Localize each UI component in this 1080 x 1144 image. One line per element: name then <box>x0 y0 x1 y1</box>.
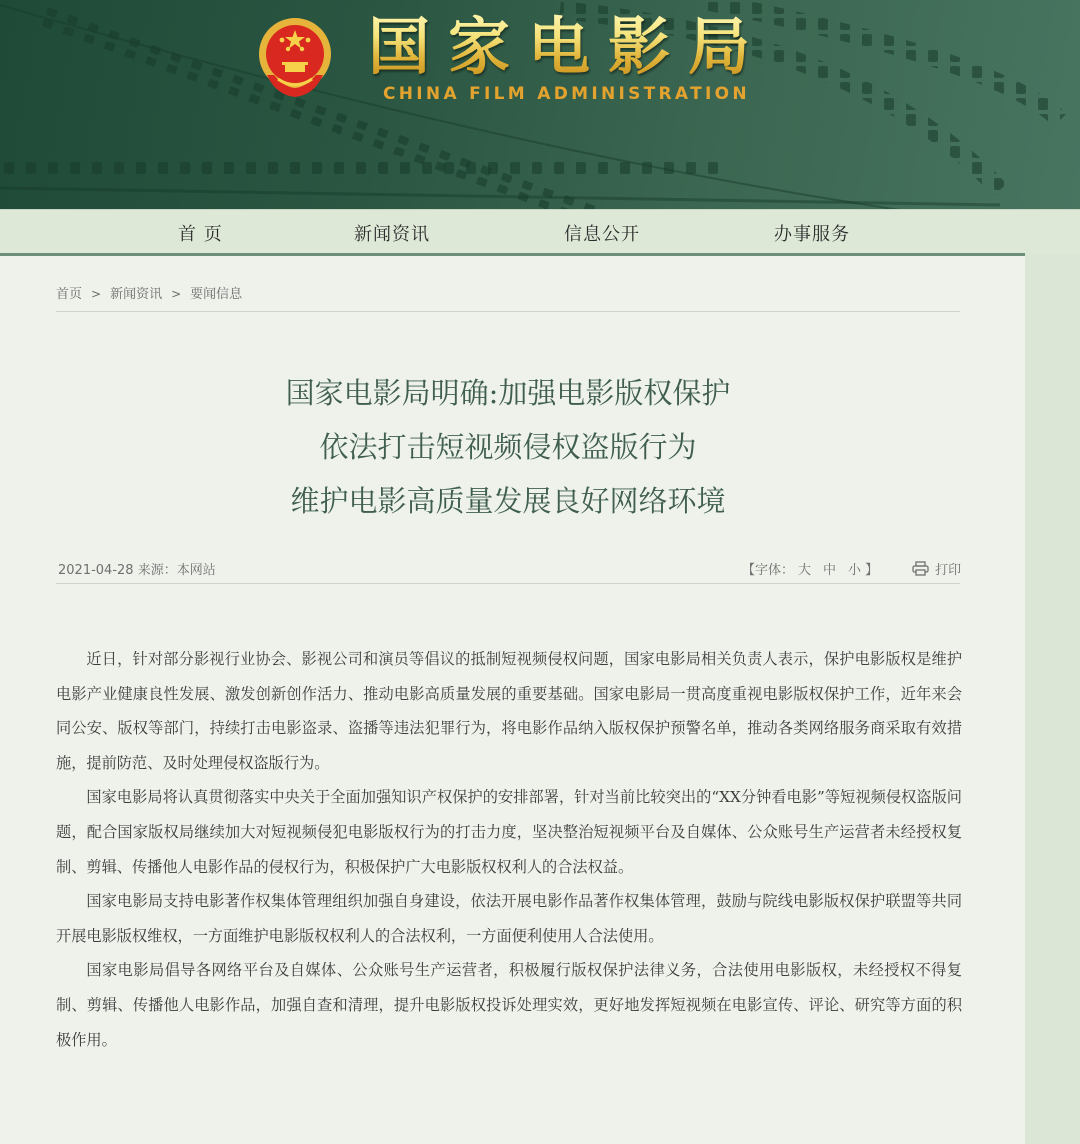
logo-chinese: 国家电影局 <box>368 10 769 83</box>
breadcrumb-home[interactable]: 首页 <box>56 287 83 302</box>
content-panel <box>0 256 1025 1144</box>
logo-english: CHINA FILM ADMINISTRATION <box>383 84 750 104</box>
nav-item-news[interactable]: 新闻资讯 <box>354 224 430 245</box>
article-title-line: 国家电影局明确:加强电影版权保护 <box>285 376 731 410</box>
article-body <box>56 642 962 1057</box>
article-source: 本网站 <box>176 563 216 578</box>
source-label: 来源： <box>137 563 177 578</box>
national-emblem-icon <box>256 17 334 99</box>
article-title <box>56 366 960 528</box>
printer-icon <box>912 561 929 576</box>
print-button[interactable] <box>912 559 961 578</box>
article-paragraph: 近日，针对部分影视行业协会、影视公司和演员等倡议的抵制短视频侵权问题，国家电影局相关负责人表示，保护电影版权是维护电影产业健康良性发展、激发创新创作活力、推动电影高质量发展的重要基础。国家电影局一贯高度重视电影版权保护工作，近年来会同公安、版权等部门，持续打击电影盗录、盗播等违法犯罪行为，将电影作品纳入版权保护预警名单，推动各类网络服务商采取有效措施，提前防范、及时处理侵权盗版行为。 <box>56 650 962 772</box>
article-title-line: 维护电影高质量发展良好网络环境 <box>290 484 726 518</box>
article-title-line: 依法打击短视频侵权盗版行为 <box>319 430 697 464</box>
font-size-close: 】 <box>865 563 879 578</box>
breadcrumb-divider <box>56 311 960 312</box>
header-banner <box>0 0 1080 209</box>
meta-divider <box>56 583 960 584</box>
article-paragraph: 国家电影局支持电影著作权集体管理组织加强自身建设，依法开展电影作品著作权集体管理，鼓励与院线电影版权保护联盟等共同开展电影版权维权，一方面维护电影版权权利人的合法权利，一方面便利使用人合法使用。 <box>56 892 962 945</box>
font-size-small[interactable]: 小 <box>848 563 862 578</box>
nav-item-info-disclosure[interactable]: 信息公开 <box>564 224 640 245</box>
breadcrumb-news[interactable]: 新闻资讯 <box>110 287 163 302</box>
article-paragraph: 国家电影局将认真贯彻落实中央关于全面加强知识产权保护的安排部署，针对当前比较突出的“XX分钟看电影”等短视频侵权盗版问题，配合国家版权局继续加大对短视频侵犯电影版权行为的打击力度，坚决整治短视频平台及自媒体、公众账号生产运营者未经授权复制、剪辑、传播他人电影作品的侵权行为，积极保护广大电影版权权利人的合法权益。 <box>56 788 962 876</box>
article-paragraph: 国家电影局倡导各网络平台及自媒体、公众账号生产运营者，积极履行版权保护法律义务，合法使用电影版权，未经授权不得复制、剪辑、传播他人电影作品，加强自查和清理，提升电影版权投诉处理实效，更好地发挥短视频在电影宣传、评论、研究等方面的积极作用。 <box>56 961 962 1049</box>
breadcrumb-separator: > <box>91 287 102 301</box>
font-size-label: 【字体： <box>742 563 795 578</box>
main-nav <box>0 209 1080 254</box>
font-size-medium[interactable]: 中 <box>823 563 837 578</box>
print-label: 打印 <box>935 563 962 578</box>
article-meta <box>58 559 216 578</box>
font-size-large[interactable]: 大 <box>798 563 812 578</box>
breadcrumb-headlines[interactable]: 要闻信息 <box>190 287 243 302</box>
breadcrumb <box>56 283 242 302</box>
article-date: 2021-04-28 <box>58 563 134 578</box>
nav-item-services[interactable]: 办事服务 <box>774 224 850 245</box>
breadcrumb-separator: > <box>171 287 182 301</box>
nav-item-home[interactable]: 首 页 <box>178 224 223 245</box>
article-tools <box>742 559 961 578</box>
